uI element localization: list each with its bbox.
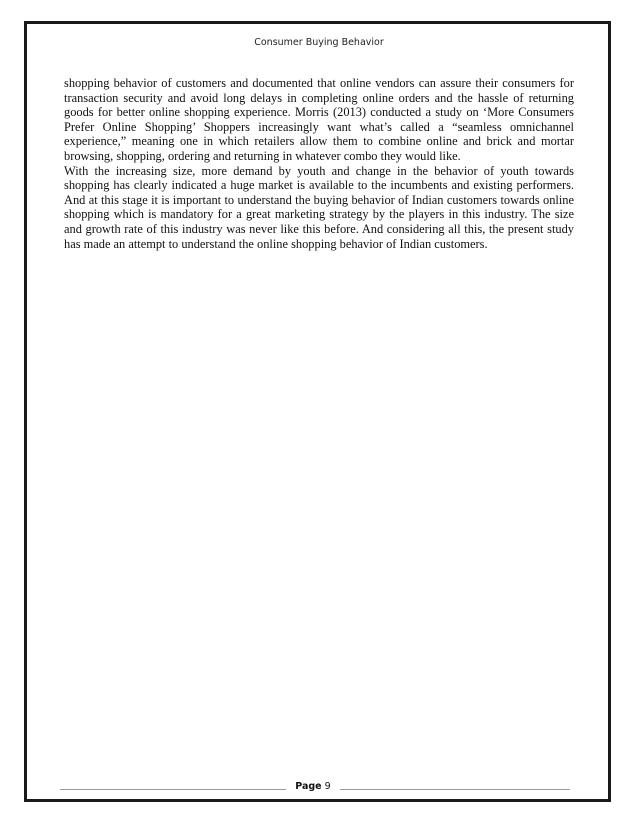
paragraph: With the increasing size, more demand by youth and change in the behavior of youth towards shopping has clearly indicated a huge market is available to the incumbents and existing performers. And at this stage it is important to understand the buying behavior of Indian customers towards online shopping which is mandatory for a great marketing strategy by the players in this industry. The size and growth rate of this industry was never like this before. And considering all this, the present study has made an attempt to understand the online shopping behavior of Indian customers. — [64, 163, 574, 251]
page-label: Page — [295, 781, 322, 792]
footer-rule-right — [340, 789, 570, 790]
page-number: 9 — [324, 781, 331, 792]
footer-rule-left — [60, 789, 286, 790]
running-header: Consumer Buying Behavior — [254, 37, 384, 48]
paragraph: shopping behavior of customers and documented that online vendors can assure their consumers for transaction security and avoid long delays in completing online orders and the hassle of returning goods for better online shopping experience. Morris (2013) conducted a study on ‘More Consumers Prefer Online Shopping’ Shoppers increasingly want what’s called a “seamless omnichannel experience,” meaning one in which retailers allow them to combine online and brick and mortar browsing, shopping, ordering and returning in whatever combo they would like. — [64, 76, 574, 163]
page-footer — [286, 781, 340, 792]
body-text — [64, 76, 574, 251]
